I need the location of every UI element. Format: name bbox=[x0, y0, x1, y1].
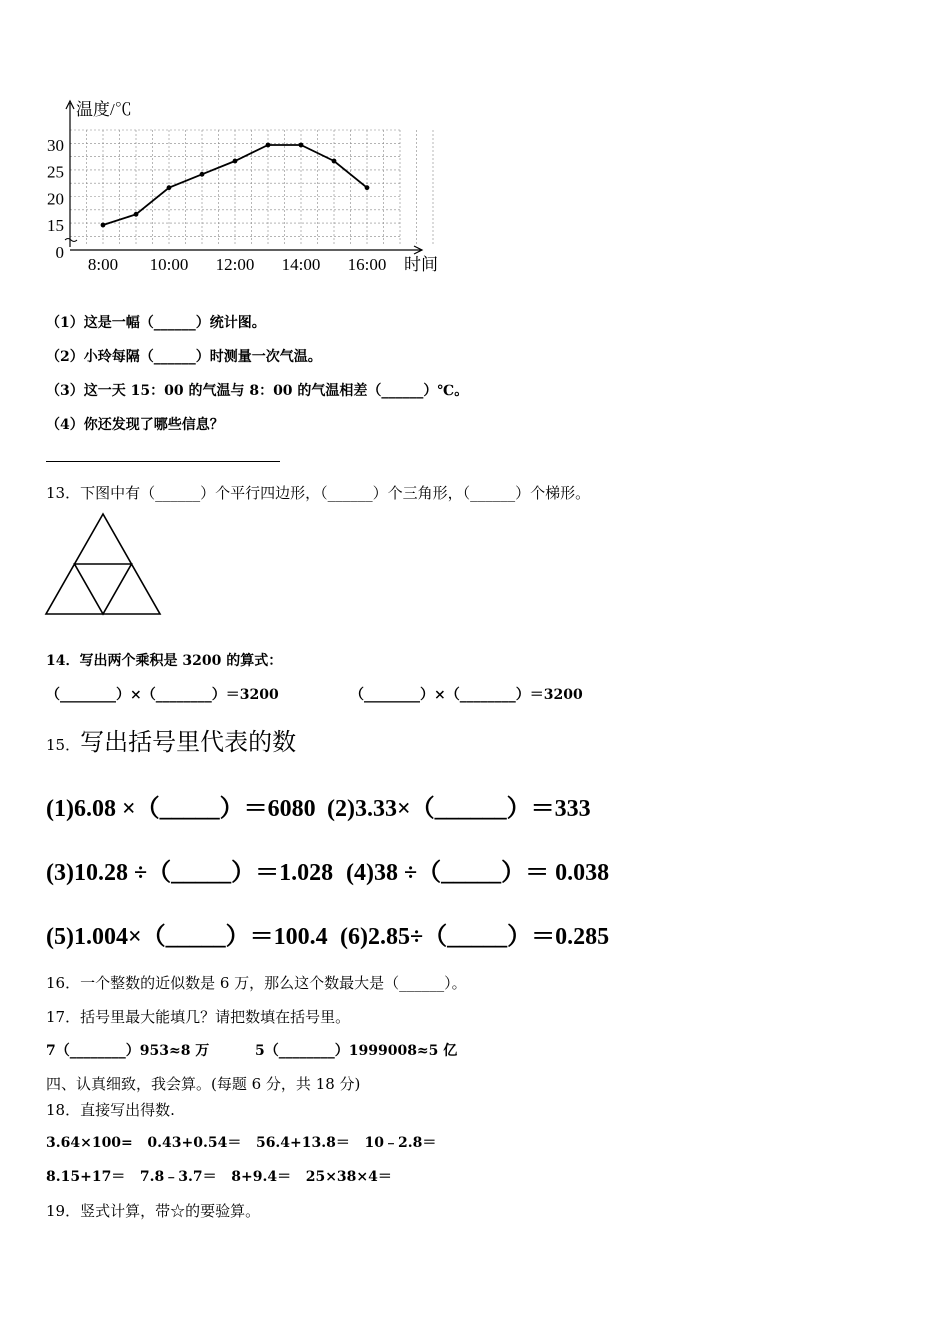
q16-text: 16．一个整数的近似数是 6 万，那么这个数最大是（______）。 bbox=[46, 974, 467, 992]
answer-line[interactable] bbox=[46, 461, 280, 462]
y-tick-label: 30 bbox=[47, 136, 64, 155]
data-point bbox=[365, 185, 370, 190]
y-tick-labels bbox=[47, 136, 64, 262]
q14-text: 14．写出两个乘积是 3200 的算式： bbox=[46, 653, 283, 669]
q15-row2a: (3)10.28 ÷（_____）＝1.028 bbox=[46, 860, 334, 886]
chart-grid bbox=[70, 130, 433, 245]
data-point bbox=[134, 212, 139, 217]
q15-number: 15． bbox=[46, 736, 81, 754]
q17-expr1: 7（________）953≈8 万 bbox=[46, 1043, 210, 1059]
q15-row1b: (2)3.33×（______）＝333 bbox=[327, 796, 591, 822]
q12-sub2: （2）小玲每隔（______）时测量一次气温。 bbox=[46, 349, 322, 365]
x-tick-label: 8:00 bbox=[87, 255, 119, 274]
data-point bbox=[332, 159, 337, 164]
q15-row3b: (6)2.85÷（_____）＝0.285 bbox=[340, 924, 610, 950]
data-point bbox=[101, 223, 106, 228]
y-tick-label: 0 bbox=[55, 243, 64, 262]
x-tick-labels bbox=[88, 255, 386, 274]
q14-expr2: （________）×（________）＝3200 bbox=[350, 687, 583, 703]
triangle-figure bbox=[44, 512, 164, 616]
q13-text: 13．下图中有（______）个平行四边形，（______）个三角形，（______）个梯形。 bbox=[46, 484, 591, 502]
q18-row1: 3.64×100= 0.43+0.54＝ 56.4+13.8＝ 10﹣2.8＝ bbox=[46, 1135, 437, 1151]
q12-sub1: （1）这是一幅（______）统计图。 bbox=[46, 315, 266, 331]
q15-row3a: (5)1.004×（_____）＝100.4 bbox=[46, 924, 328, 950]
x-axis-label: 时间 bbox=[404, 255, 438, 274]
data-point bbox=[233, 159, 238, 164]
data-point bbox=[266, 143, 271, 148]
temperature-series-line bbox=[103, 145, 367, 225]
q15-heading bbox=[46, 722, 296, 757]
x-tick-label: 14:00 bbox=[281, 255, 321, 274]
y-tick-label: 15 bbox=[47, 216, 64, 235]
data-point bbox=[167, 185, 172, 190]
q15-row2b: (4)38 ÷（_____）＝ 0.038 bbox=[346, 860, 610, 886]
temperature-line-chart bbox=[40, 95, 460, 280]
q15-title: 写出括号里代表的数 bbox=[80, 728, 297, 756]
y-tick-label: 25 bbox=[47, 162, 64, 182]
q18-text: 18．直接写出得数. bbox=[46, 1101, 175, 1119]
q15-row1a: (1)6.08 ×（_____）＝6080 bbox=[46, 796, 316, 822]
x-tick-label: 16:00 bbox=[347, 255, 387, 274]
q12-sub3: （3）这一天 15：00 的气温与 8：00 的气温相差（______）℃。 bbox=[46, 383, 469, 399]
x-tick-label: 12:00 bbox=[215, 255, 255, 274]
y-axis-label: 温度/℃ bbox=[76, 100, 132, 119]
q18-row2: 8.15+17＝ 7.8﹣3.7＝ 8+9.4＝ 25×38×4＝ bbox=[46, 1169, 392, 1185]
q19-text: 19．竖式计算，带☆的要验算。 bbox=[46, 1202, 261, 1220]
q17-expr2: 5（________）1999008≈5 亿 bbox=[255, 1043, 458, 1059]
y-tick-label: 20 bbox=[47, 189, 64, 209]
data-point bbox=[200, 172, 205, 177]
x-tick-label: 10:00 bbox=[149, 255, 189, 274]
chart-axes bbox=[65, 101, 422, 254]
section4-title: 四、认真细致，我会算。(每题 6 分，共 18 分) bbox=[46, 1075, 361, 1093]
q12-sub4: （4）你还发现了哪些信息？ bbox=[46, 417, 224, 433]
q17-text: 17．括号里最大能填几？请把数填在括号里。 bbox=[46, 1008, 351, 1026]
data-point bbox=[299, 143, 304, 148]
q14-expr1: （________）×（________）＝3200 bbox=[46, 687, 279, 703]
